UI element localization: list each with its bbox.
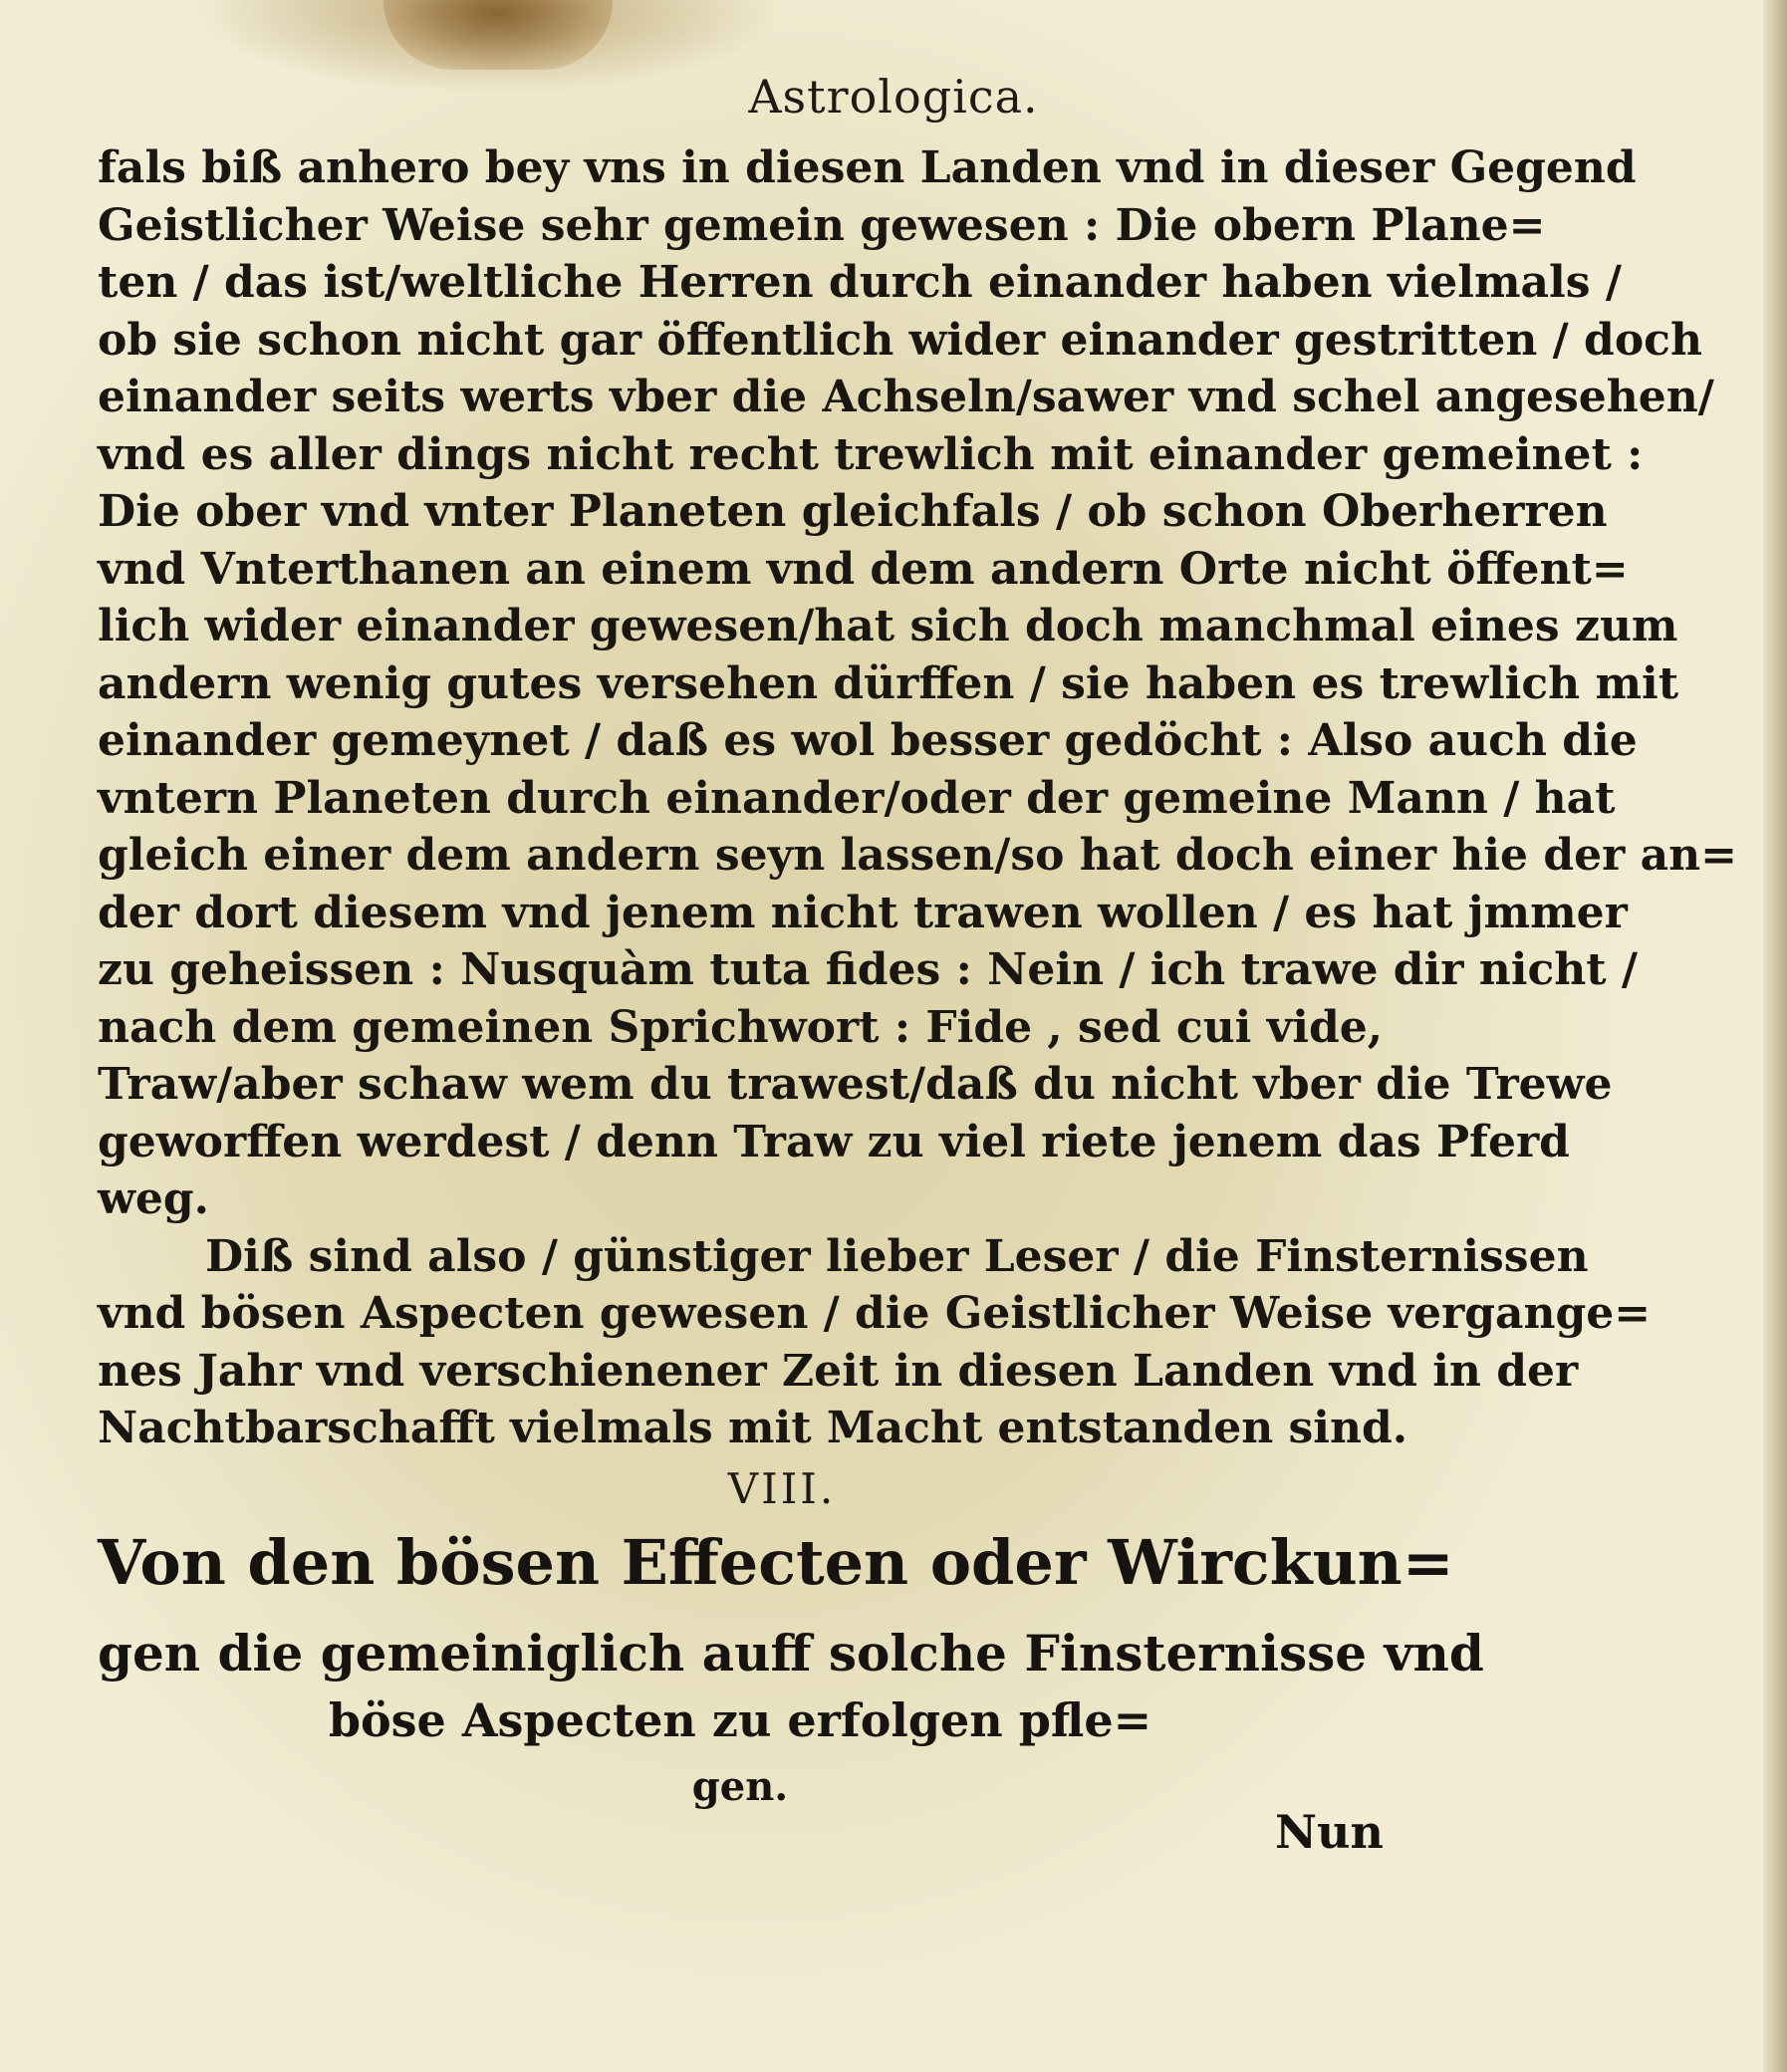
text-line: einander seits werts vber die Achseln/sawer vnd schel angesehen/ bbox=[98, 372, 1714, 422]
text-line: ob sie schon nicht gar öffentlich wider einander gestritten / doch bbox=[98, 314, 1702, 366]
text-line: vnd bösen Aspecten gewesen / die Geistlicher Weise vergange= bbox=[98, 1288, 1652, 1339]
text-line: einander gemeynet / daß es wol besser gedöcht : Also auch die bbox=[98, 715, 1638, 766]
text-line: Traw/aber schaw wem du trawest/daß du nicht vber die Trewe bbox=[98, 1059, 1613, 1110]
page-gutter-shadow bbox=[1763, 0, 1787, 2072]
section-heading-line: gen. bbox=[691, 1763, 789, 1810]
running-head: Astrologica. bbox=[748, 70, 1039, 124]
text-line: weg. bbox=[98, 1173, 209, 1224]
text-line: vnd Vnterthanen an einem vnd dem andern Orte nicht öffent= bbox=[98, 543, 1629, 595]
text-line: andern wenig gutes versehen dürffen / sie haben es trewlich mit bbox=[98, 657, 1679, 709]
text-line: gleich einer dem andern seyn lassen/so hat doch einer hie der an= bbox=[98, 830, 1737, 881]
text-line: vnd es aller dings nicht recht trewlich mit einander gemeinet : bbox=[98, 428, 1644, 480]
water-stain bbox=[383, 0, 613, 70]
text-line: lich wider einander gewesen/hat sich doch manchmal eines zum bbox=[98, 601, 1678, 651]
section-heading-line: Von den bösen Effecten oder Wirckun= bbox=[98, 1526, 1454, 1599]
text-line: nes Jahr vnd verschienener Zeit in diesen Landen vnd in der bbox=[98, 1345, 1579, 1397]
paragraph-start-line: Diß sind also / günstiger lieber Leser / die Finsternissen bbox=[205, 1230, 1589, 1282]
text-line: fals biß anhero bey vns in diesen Landen vnd in dieser Gegend bbox=[98, 142, 1637, 193]
text-line: geworffen werdest / denn Traw zu viel riete jenem das Pferd bbox=[98, 1116, 1570, 1167]
text-line: Nachtbarschafft vielmals mit Macht entstanden sind. bbox=[98, 1403, 1408, 1453]
text-line: der dort diesem vnd jenem nicht trawen wollen / es hat jmmer bbox=[98, 887, 1628, 938]
text-line: Die ober vnd vnter Planeten gleichfals / ob schon Oberherren bbox=[98, 486, 1608, 537]
text-line: ten / das ist/weltliche Herren durch einander haben vielmals / bbox=[98, 257, 1622, 308]
text-line: vntern Planeten durch einander/oder der gemeine Mann / hat bbox=[98, 772, 1616, 824]
text-line: Geistlicher Weise sehr gemein gewesen : Die obern Plane= bbox=[98, 199, 1546, 251]
section-heading-line: gen die gemeiniglich auff solche Finsternisse vnd bbox=[98, 1624, 1484, 1683]
text-line: nach dem gemeinen Sprichwort : Fide , sed cui vide, bbox=[98, 1001, 1384, 1053]
section-number: VIII. bbox=[727, 1464, 837, 1513]
catchword: Nun bbox=[1275, 1805, 1384, 1859]
text-line: zu geheissen : Nusquàm tuta fides : Nein / ich trawe dir nicht / bbox=[98, 944, 1638, 995]
body-text bbox=[98, 139, 1737, 1457]
section-heading-line: böse Aspecten zu erfolgen pfle= bbox=[328, 1693, 1152, 1747]
